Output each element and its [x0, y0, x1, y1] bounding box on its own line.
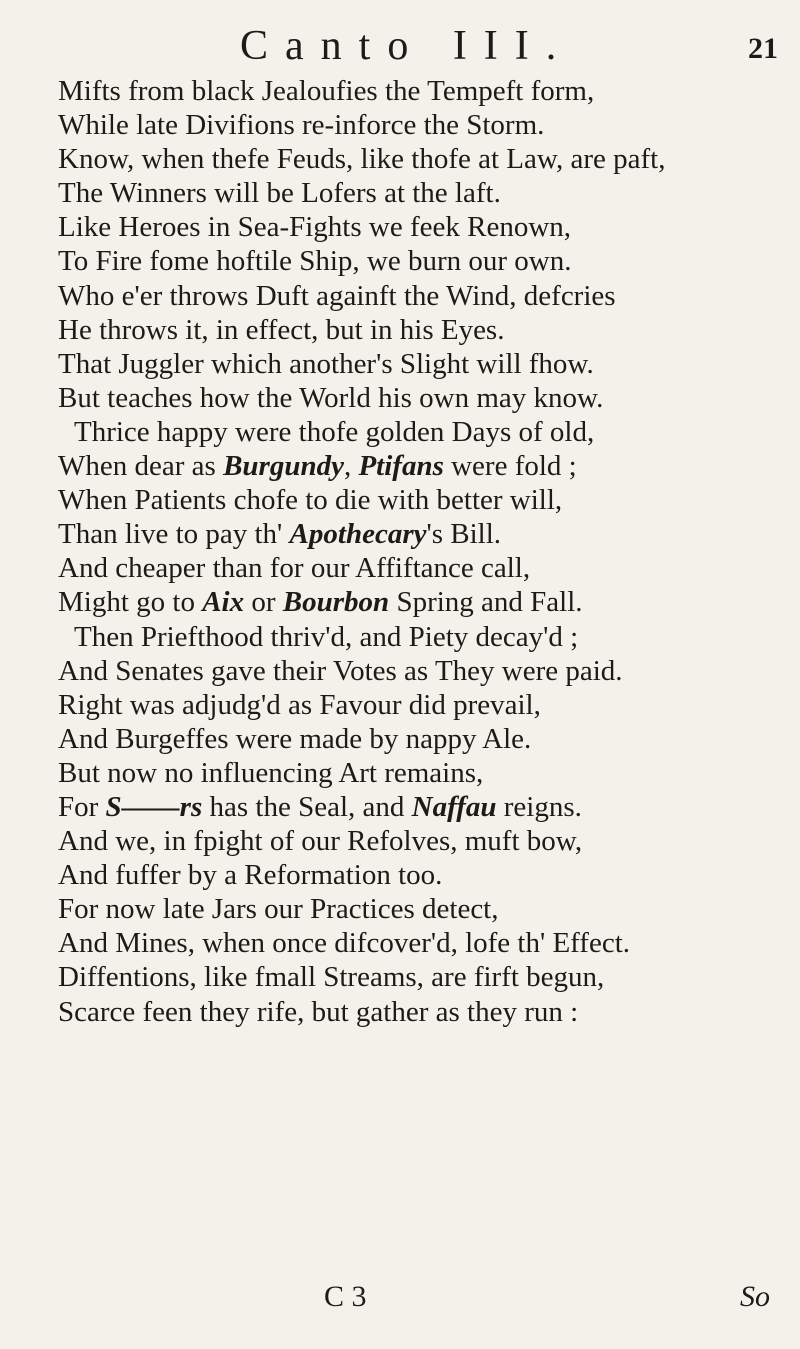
verse-line: And Burgeffes were made by nappy Ale.	[58, 722, 532, 755]
verse-line: Mifts from black Jealoufies the Tempeft form,	[58, 75, 595, 107]
verse-line: And cheaper than for our Affiftance call,	[58, 552, 531, 585]
italic-term-ptifans: Ptifans	[358, 450, 444, 483]
verse-line: And fuffer by a Reformation too.	[58, 859, 443, 892]
verse-text: reigns.	[496, 790, 582, 823]
verse-line: While late Divifions re-inforce the Storm.	[58, 109, 545, 142]
verse-line: That Juggler which another's Slight will fhow.	[58, 347, 594, 380]
italic-term-nassau: Naffau	[411, 790, 497, 823]
verse-text: Spring and Fall.	[389, 586, 583, 619]
verse-line	[58, 449, 778, 483]
verse-line: Who e'er throws Duft againft the Wind, defcries	[58, 279, 616, 312]
catchword: So	[740, 1280, 770, 1313]
verse-line	[58, 585, 778, 619]
verse-line	[58, 790, 778, 824]
running-title: Canto III.	[240, 23, 574, 69]
signature-mark: C 3	[324, 1280, 367, 1313]
verse-block	[58, 74, 778, 1029]
verse-text: Than live to pay th'	[58, 518, 290, 551]
verse-line: He throws it, in effect, but in his Eyes.	[58, 313, 505, 346]
italic-term-srs: S——rs	[105, 790, 203, 823]
verse-line: But teaches how the World his own may know.	[58, 381, 604, 414]
verse-line: And Senates gave their Votes as They were paid.	[58, 654, 623, 687]
verse-text: were fold ;	[443, 450, 577, 483]
verse-line: But now no influencing Art remains,	[58, 756, 484, 789]
verse-line: Scarce feen they rife, but gather as they run :	[58, 995, 579, 1028]
italic-term-bourbon: Bourbon	[282, 586, 390, 619]
verse-text: When dear as	[58, 450, 224, 483]
verse-line: Know, when thefe Feuds, like thofe at Law, are paft,	[58, 143, 666, 176]
verse-text: Might go to	[58, 586, 203, 619]
verse-line: For now late Jars our Practices detect,	[58, 893, 499, 926]
verse-text: has the Seal, and	[202, 790, 412, 823]
italic-term-aix: Aix	[202, 586, 245, 619]
page-number: 21	[748, 32, 778, 65]
verse-line: Diffentions, like fmall Streams, are firft begun,	[58, 961, 605, 994]
verse-line: Like Heroes in Sea-Fights we feek Renown,	[58, 211, 572, 244]
verse-line: Then Priefthood thriv'd, and Piety decay'd ;	[74, 620, 579, 653]
verse-line: And Mines, when once difcover'd, lofe th' Effect.	[58, 927, 631, 960]
verse-line: And we, in fpight of our Refolves, muft bow,	[58, 825, 583, 858]
italic-term-apothecary: Apothecary	[289, 518, 427, 551]
verse-line: Right was adjudg'd as Favour did prevail,	[58, 688, 541, 721]
verse-text: ,	[343, 450, 359, 483]
verse-text: 's Bill.	[426, 518, 502, 551]
running-head	[0, 8, 800, 68]
italic-term-burgundy: Burgundy	[223, 450, 344, 483]
verse-line: To Fire fome hoftile Ship, we burn our own.	[58, 245, 572, 278]
verse-text: For	[58, 790, 106, 823]
verse-text: or	[244, 586, 283, 619]
verse-line: Thrice happy were thofe golden Days of old,	[74, 415, 595, 448]
verse-line: When Patients chofe to die with better will,	[58, 484, 563, 517]
verse-line: The Winners will be Lofers at the laft.	[58, 177, 501, 210]
verse-line	[58, 517, 778, 551]
